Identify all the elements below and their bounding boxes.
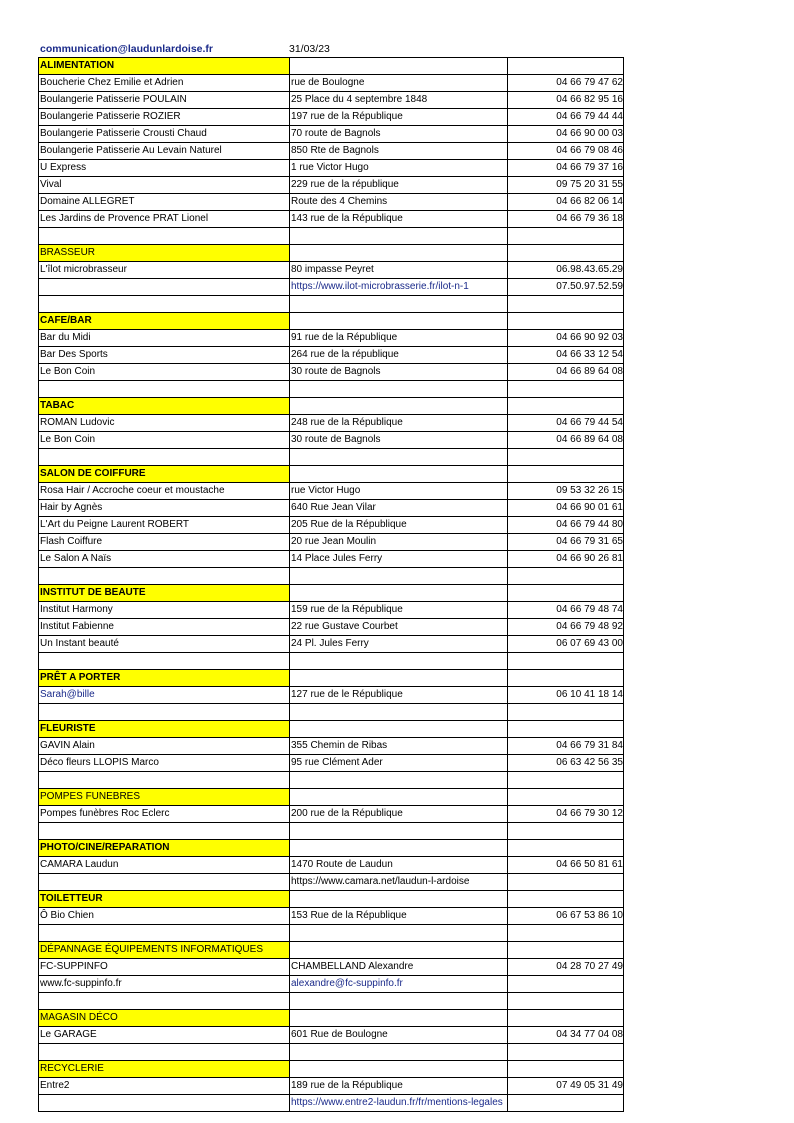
table-row [39,262,624,279]
business-address: 70 route de Bagnols [290,126,508,143]
business-name: ROMAN Ludovic [39,415,290,432]
table-row [39,194,624,211]
spacer-row [39,772,624,789]
category-row [39,466,624,483]
business-name[interactable]: Sarah@bille [39,687,290,704]
table-row [39,279,624,296]
business-name: Boulangerie Patisserie ROZIER [39,109,290,126]
spacer-row [39,381,624,398]
spacer-row [39,568,624,585]
business-phone: 04 66 90 00 03 [508,126,624,143]
business-phone: 04 66 79 30 12 [508,806,624,823]
category-label: PHOTO/CINE/REPARATION [39,840,290,857]
empty-cell [290,313,508,330]
business-name: Hair by Agnès [39,500,290,517]
empty-cell [290,789,508,806]
spacer-row [39,925,624,942]
table-row [39,636,624,653]
table-row [39,126,624,143]
empty-cell [39,772,290,789]
empty-cell [39,653,290,670]
business-name: L'îlot microbrasseur [39,262,290,279]
category-row [39,789,624,806]
business-phone: 04 66 79 31 84 [508,738,624,755]
empty-cell [508,585,624,602]
business-address: 200 rue de la République [290,806,508,823]
empty-cell [508,823,624,840]
business-name: Boulangerie Patisserie POULAIN [39,92,290,109]
business-phone: 07 49 05 31 49 [508,1078,624,1095]
business-name: GAVIN Alain [39,738,290,755]
empty-cell [508,466,624,483]
table-row [39,551,624,568]
business-address: Route des 4 Chemins [290,194,508,211]
business-address: 30 route de Bagnols [290,432,508,449]
business-address: rue Victor Hugo [290,483,508,500]
business-address: https://www.camara.net/laudun-l-ardoise [290,874,508,891]
empty-cell [290,891,508,908]
business-phone: 04 66 79 47 62 [508,75,624,92]
business-phone: 04 66 82 95 16 [508,92,624,109]
spacer-row [39,1044,624,1061]
table-row [39,619,624,636]
category-row [39,891,624,908]
category-label: SALON DE COIFFURE [39,466,290,483]
category-row [39,840,624,857]
table-row [39,109,624,126]
empty-cell [290,1061,508,1078]
business-phone: 04 66 79 31 65 [508,534,624,551]
business-name: Domaine ALLEGRET [39,194,290,211]
business-address: 127 rue de le République [290,687,508,704]
business-name: Entre2 [39,1078,290,1095]
business-name: Bar Des Sports [39,347,290,364]
empty-cell [39,704,290,721]
business-phone: 06 10 41 18 14 [508,687,624,704]
business-phone: 04 66 90 01 61 [508,500,624,517]
business-phone: 04 66 79 44 80 [508,517,624,534]
empty-cell [290,381,508,398]
business-phone: 06 67 53 86 10 [508,908,624,925]
spacer-row [39,993,624,1010]
table-row [39,517,624,534]
business-phone: 07.50.97.52.59 [508,279,624,296]
business-address: 850 Rte de Bagnols [290,143,508,160]
empty-cell [39,228,290,245]
empty-cell [290,942,508,959]
business-name: Flash Coiffure [39,534,290,551]
business-phone: 04 34 77 04 08 [508,1027,624,1044]
empty-cell [290,1044,508,1061]
business-address: 143 rue de la République [290,211,508,228]
category-row [39,721,624,738]
empty-cell [508,993,624,1010]
table-row [39,602,624,619]
empty-cell [290,398,508,415]
empty-cell [508,653,624,670]
business-phone: 04 66 79 48 74 [508,602,624,619]
empty-cell [508,721,624,738]
business-address[interactable]: https://www.entre2-laudun.fr/fr/mentions-legales [290,1095,508,1112]
business-address: 14 Place Jules Ferry [290,551,508,568]
business-name: Bar du Midi [39,330,290,347]
spacer-row [39,296,624,313]
business-address: CHAMBELLAND Alexandre [290,959,508,976]
empty-cell [508,704,624,721]
business-phone: 04 28 70 27 49 [508,959,624,976]
empty-cell [508,925,624,942]
category-row [39,313,624,330]
business-address: 24 Pl. Jules Ferry [290,636,508,653]
business-phone: 04 66 79 44 54 [508,415,624,432]
spacer-row [39,228,624,245]
empty-cell [290,449,508,466]
directory-table [38,57,624,1112]
business-address: 189 rue de la République [290,1078,508,1095]
table-row [39,347,624,364]
empty-cell [290,925,508,942]
business-phone [508,976,624,993]
empty-cell [508,228,624,245]
business-address: 205 Rue de la République [290,517,508,534]
table-row [39,92,624,109]
business-phone: 09 53 32 26 15 [508,483,624,500]
empty-cell [508,1044,624,1061]
empty-cell [508,840,624,857]
empty-cell [290,296,508,313]
spacer-row [39,449,624,466]
table-row [39,755,624,772]
business-name: Rosa Hair / Accroche coeur et moustache [39,483,290,500]
empty-cell [39,381,290,398]
business-name: Boulangerie Patisserie Crousti Chaud [39,126,290,143]
empty-cell [508,381,624,398]
category-label: BRASSEUR [39,245,290,262]
business-phone: 04 66 79 48 92 [508,619,624,636]
business-name: Le Bon Coin [39,432,290,449]
empty-cell [508,296,624,313]
empty-cell [508,772,624,789]
empty-cell [290,466,508,483]
business-address: 25 Place du 4 septembre 1848 [290,92,508,109]
business-phone: 04 66 90 92 03 [508,330,624,347]
category-row [39,670,624,687]
category-label: PRÊT A PORTER [39,670,290,687]
business-phone: 04 66 79 36 18 [508,211,624,228]
empty-cell [290,58,508,75]
header-email[interactable]: communication@laudunlardoise.fr [40,43,214,55]
business-name: www.fc-suppinfo.fr [39,976,290,993]
empty-cell [508,789,624,806]
spacer-row [39,653,624,670]
table-row [39,1078,624,1095]
business-name: Le Bon Coin [39,364,290,381]
table-row [39,806,624,823]
empty-cell [39,823,290,840]
empty-cell [290,993,508,1010]
business-name: Boucherie Chez Emilie et Adrien [39,75,290,92]
business-address[interactable]: https://www.ilot-microbrasserie.fr/ilot-n-1 [290,279,508,296]
business-address: 153 Rue de la République [290,908,508,925]
empty-cell [290,823,508,840]
spacer-row [39,704,624,721]
business-phone [508,1095,624,1112]
business-address: 159 rue de la République [290,602,508,619]
business-address: 264 rue de la république [290,347,508,364]
business-name: Boulangerie Patisserie Au Levain Naturel [39,143,290,160]
table-row [39,415,624,432]
table-row [39,976,624,993]
business-phone: 04 66 33 12 54 [508,347,624,364]
business-phone: 06 63 42 56 35 [508,755,624,772]
empty-cell [290,670,508,687]
business-name [39,279,290,296]
empty-cell [508,398,624,415]
category-row [39,1010,624,1027]
empty-cell [508,568,624,585]
business-phone: 04 66 82 06 14 [508,194,624,211]
empty-cell [39,1044,290,1061]
category-row [39,585,624,602]
empty-cell [290,228,508,245]
empty-cell [39,449,290,466]
category-row [39,942,624,959]
business-address: 640 Rue Jean Vilar [290,500,508,517]
empty-cell [508,449,624,466]
empty-cell [508,313,624,330]
business-address: 20 rue Jean Moulin [290,534,508,551]
business-address[interactable]: alexandre@fc-suppinfo.fr [290,976,508,993]
empty-cell [290,245,508,262]
empty-cell [508,891,624,908]
table-row [39,211,624,228]
business-name: Un Instant beauté [39,636,290,653]
business-address: 355 Chemin de Ribas [290,738,508,755]
business-address: 1 rue Victor Hugo [290,160,508,177]
empty-cell [508,1061,624,1078]
category-row [39,245,624,262]
business-address: 95 rue Clément Ader [290,755,508,772]
business-name: CAMARA Laudun [39,857,290,874]
business-address: 22 rue Gustave Courbet [290,619,508,636]
category-row [39,1061,624,1078]
business-address: 1470 Route de Laudun [290,857,508,874]
empty-cell [290,568,508,585]
table-row [39,534,624,551]
table-row [39,874,624,891]
business-phone: 06.98.43.65.29 [508,262,624,279]
category-label: POMPES FUNEBRES [39,789,290,806]
business-name: Ô Bio Chien [39,908,290,925]
category-label: ALIMENTATION [39,58,290,75]
empty-cell [39,296,290,313]
business-phone: 04 66 50 81 61 [508,857,624,874]
business-address: 30 route de Bagnols [290,364,508,381]
category-label: TOILETTEUR [39,891,290,908]
business-address: 91 rue de la République [290,330,508,347]
business-name: Le GARAGE [39,1027,290,1044]
business-phone: 06 07 69 43 00 [508,636,624,653]
business-phone: 04 66 79 08 46 [508,143,624,160]
business-name: Vival [39,177,290,194]
table-row [39,483,624,500]
empty-cell [290,772,508,789]
table-row [39,143,624,160]
table-row [39,160,624,177]
business-name: Pompes funèbres Roc Eclerc [39,806,290,823]
business-name [39,874,290,891]
business-phone: 09 75 20 31 55 [508,177,624,194]
table-row [39,687,624,704]
business-name: Le Salon A Naïs [39,551,290,568]
header-date: 31/03/23 [289,43,330,55]
table-row [39,75,624,92]
business-address: 601 Rue de Boulogne [290,1027,508,1044]
empty-cell [508,245,624,262]
empty-cell [508,942,624,959]
table-row [39,432,624,449]
empty-cell [508,58,624,75]
table-row [39,959,624,976]
business-name [39,1095,290,1112]
table-row [39,738,624,755]
spacer-row [39,823,624,840]
business-phone [508,874,624,891]
category-label: INSTITUT DE BEAUTE [39,585,290,602]
category-row [39,398,624,415]
business-address: 197 rue de la République [290,109,508,126]
empty-cell [290,1010,508,1027]
category-label: RECYCLERIE [39,1061,290,1078]
table-row [39,1027,624,1044]
category-label: MAGASIN DÉCO [39,1010,290,1027]
table-row [39,908,624,925]
category-label: CAFE/BAR [39,313,290,330]
table-row [39,177,624,194]
business-name: FC-SUPPINFO [39,959,290,976]
business-phone: 04 66 90 26 81 [508,551,624,568]
business-name: U Express [39,160,290,177]
empty-cell [39,925,290,942]
business-name: Les Jardins de Provence PRAT Lionel [39,211,290,228]
table-row [39,330,624,347]
empty-cell [508,670,624,687]
business-phone: 04 66 89 64 08 [508,432,624,449]
business-address: 229 rue de la république [290,177,508,194]
table-row [39,364,624,381]
business-name: L'Art du Peigne Laurent ROBERT [39,517,290,534]
business-phone: 04 66 79 44 44 [508,109,624,126]
category-row [39,58,624,75]
empty-cell [290,704,508,721]
empty-cell [39,993,290,1010]
empty-cell [290,585,508,602]
empty-cell [508,1010,624,1027]
category-label: TABAC [39,398,290,415]
business-phone: 04 66 79 37 16 [508,160,624,177]
empty-cell [39,568,290,585]
table-row [39,857,624,874]
business-name: Déco fleurs LLOPIS Marco [39,755,290,772]
category-label: FLEURISTE [39,721,290,738]
business-name: Institut Fabienne [39,619,290,636]
business-address: 248 rue de la République [290,415,508,432]
business-phone: 04 66 89 64 08 [508,364,624,381]
business-address: 80 impasse Peyret [290,262,508,279]
empty-cell [290,840,508,857]
business-name: Institut Harmony [39,602,290,619]
empty-cell [290,721,508,738]
business-address: rue de Boulogne [290,75,508,92]
table-row [39,1095,624,1112]
table-row [39,500,624,517]
empty-cell [290,653,508,670]
category-label: DÉPANNAGE ÉQUIPEMENTS INFORMATIQUES [39,942,290,959]
